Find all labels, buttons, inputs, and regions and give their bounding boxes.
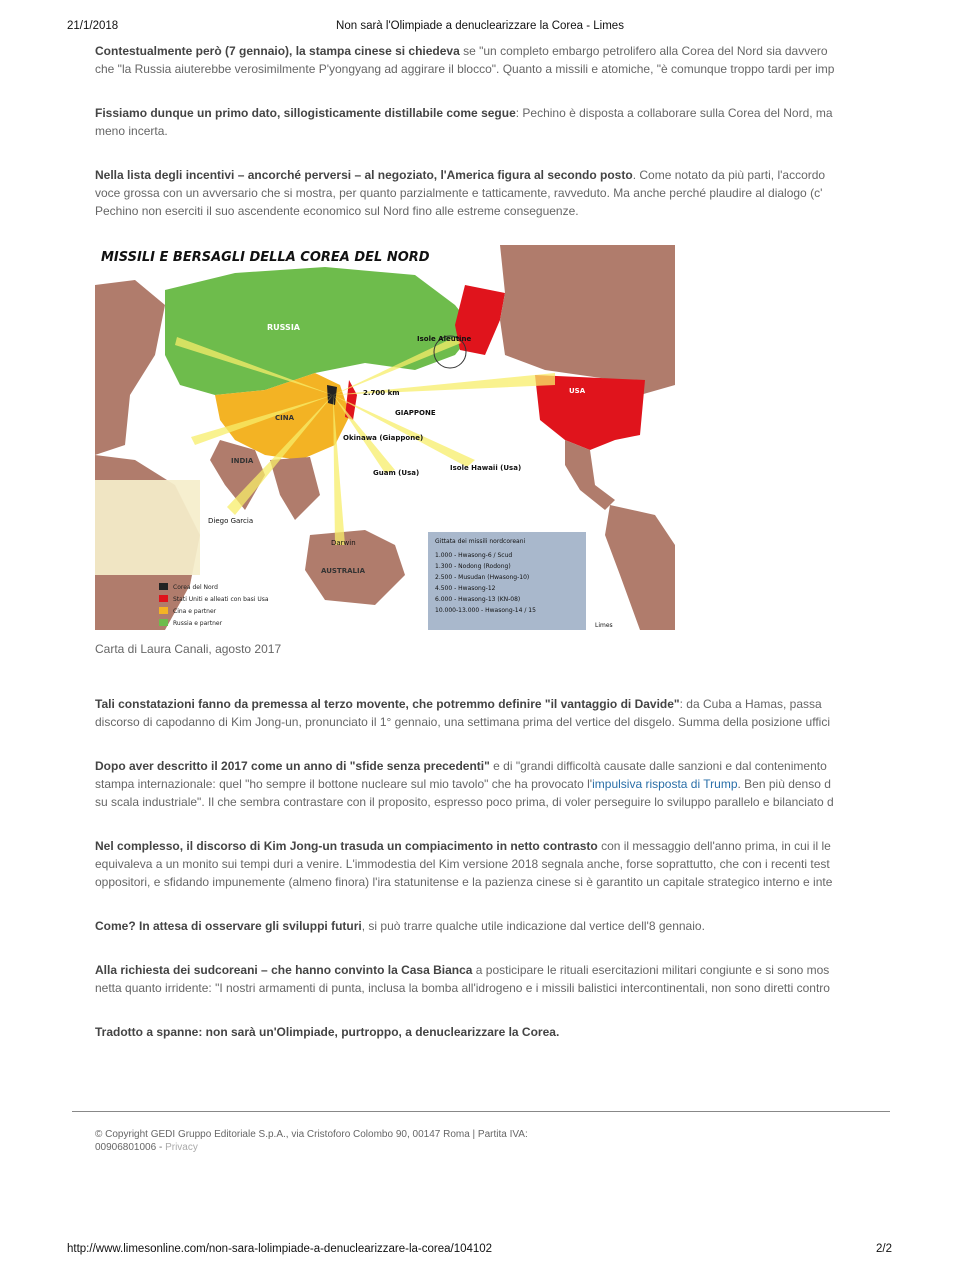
trump-response-link[interactable]: impulsiva risposta di Trump	[592, 777, 738, 791]
paragraph	[95, 695, 891, 731]
paragraph	[95, 837, 891, 891]
bold-lead: Come? In attesa di osservare gli sviluppi futuri	[95, 919, 362, 933]
range-box	[428, 532, 586, 630]
label-australia: AUSTRALIA	[321, 567, 365, 575]
site-footer	[95, 1128, 575, 1154]
paragraph	[95, 917, 891, 935]
paragraph	[95, 961, 891, 997]
label-usa: USA	[569, 387, 586, 395]
text-run: se "un completo embargo petrolifero alla Corea del Nord sia davvero	[459, 44, 828, 58]
label-india: INDIA	[231, 457, 254, 465]
text-run: con il messaggio dell'anno prima, in cui il le	[597, 839, 831, 853]
label-diego-garcia: Diego Garcia	[208, 517, 254, 525]
legend-swatch	[159, 607, 168, 614]
range-item: 4.500 - Hwasong-12	[435, 585, 496, 592]
figure-caption: Carta di Laura Canali, agosto 2017	[95, 642, 282, 656]
label-okinawa: Okinawa (Giappone)	[343, 434, 424, 442]
article-lower	[95, 695, 891, 1067]
range-item: 1.000 - Hwasong-6 / Scud	[435, 552, 513, 559]
footer-divider	[72, 1111, 890, 1112]
range-item: 10.000-13.000 - Hwasong-14 / 15	[435, 607, 536, 614]
text-line: meno incerta.	[95, 124, 168, 138]
text-run: , si può trarre qualche utile indicazione dal vertice dell'8 gennaio.	[361, 919, 705, 933]
paragraph	[95, 104, 891, 140]
legend-swatch	[159, 619, 168, 626]
range-box-bg	[428, 532, 586, 630]
label-guam: Guam (Usa)	[373, 469, 420, 477]
copyright-text: © Copyright GEDI Gruppo Editoriale S.p.A., via Cristoforo Colombo 90, 00147 Roma | Partita IVA:	[95, 1129, 528, 1140]
missile-map	[95, 245, 675, 630]
legend-item: Cina e partner	[173, 608, 217, 615]
privacy-link[interactable]: Privacy	[165, 1142, 198, 1153]
article-upper	[95, 42, 891, 246]
text-run: stampa internazionale: quel "ho sempre il bottone nucleare sul mio tavolo" che ha provocato l'	[95, 777, 593, 791]
text-line: che "la Russia aiuterebbe verosimilmente P'yongyang ad aggirare il blocco". Quanto a missili e atomiche, "è comunque troppo tardi per imp	[95, 62, 835, 76]
print-header	[0, 20, 960, 38]
bold-lead: Fissiamo dunque un primo dato, sillogisticamente distillabile come segue	[95, 106, 516, 120]
text-line: netta quanto irridente: "I nostri armamenti di punta, inclusa la bomba all'idrogeno e i missili balistici intercontinentali, non sono diretti contro	[95, 981, 830, 995]
text-run: : da Cuba a Hamas, passa	[679, 697, 822, 711]
africa-note-box	[95, 480, 200, 575]
text-line: discorso di capodanno di Kim Jong-un, pronunciato il 1° gennaio, una settimana prima del vertice del disgelo. Summa della posizione uffici	[95, 715, 830, 729]
range-box-title: Gittata dei missili nordcoreani	[435, 538, 526, 545]
text-run: . Come notato da più parti, l'accordo	[632, 168, 826, 182]
text-line: Pechino non eserciti il suo ascendente economico sul Nord fino alle estreme conseguenze.	[95, 204, 579, 218]
range-item: 6.000 - Hwasong-13 (KN-08)	[435, 596, 521, 603]
vat-number: 00906801006 -	[95, 1142, 166, 1153]
label-cina: CINA	[275, 414, 295, 422]
text-line: su scala industriale". Il che sembra contrastare con il proposito, espresso poco prima, di voler perseguire lo sviluppo parallelo e bilanciato d	[95, 795, 834, 809]
missile-map-figure	[95, 245, 675, 630]
page-number: 2/2	[876, 1243, 892, 1255]
text-run: e di "grandi difficoltà causate dalle sanzioni e dal contenimento	[489, 759, 827, 773]
text-run: a posticipare le rituali esercitazioni militari congiunte e si sono mos	[472, 963, 830, 977]
label-darwin: Darwin	[331, 539, 356, 547]
paragraph	[95, 757, 891, 811]
bold-lead: Nel complesso, il discorso di Kim Jong-un trasuda un compiacimento in netto contrasto	[95, 839, 598, 853]
print-title: Non sarà l'Olimpiade a denuclearizzare la Corea - Limes	[336, 20, 624, 32]
bold-lead: Contestualmente però (7 gennaio), la stampa cinese si chiedeva	[95, 44, 460, 58]
legend-swatch	[159, 583, 168, 590]
range-item: 1.300 - Nodong (Rodong)	[435, 563, 511, 570]
page-url: http://www.limesonline.com/non-sara-lolimpiade-a-denuclearizzare-la-corea/104102	[67, 1243, 493, 1255]
paragraph	[95, 42, 891, 78]
range-item: 2.500 - Musudan (Hwasong-10)	[435, 574, 530, 581]
label-distance: 2.700 km	[363, 389, 400, 397]
label-russia: RUSSIA	[267, 323, 300, 332]
text-line: equivaleva a un monito sui tempi duri a venire. L'immodestia del Kim versione 2018 segnala anche, forse soprattutto, che con i recenti test	[95, 857, 830, 871]
map-title: MISSILI E BERSAGLI DELLA COREA DEL NORD	[101, 250, 430, 265]
legend-item: Corea del Nord	[173, 584, 218, 591]
legend-item: Stati Uniti e alleati con basi Usa	[173, 596, 269, 603]
text-line: voce grossa con un avversario che si mostra, per quanto parzialmente e tatticamente, ravveduto. Ma anche perché plaudire al dialogo (c'	[95, 186, 823, 200]
label-hawaii: Isole Hawaii (Usa)	[450, 464, 522, 472]
text-run: : Pechino è disposta a collaborare sulla Corea del Nord, ma	[515, 106, 833, 120]
bold-lead: Nella lista degli incentivi – ancorché perversi – al negoziato, l'America figura al secondo posto	[95, 168, 633, 182]
bold-lead: Tali constatazioni fanno da premessa al terzo movente, che potremmo definire "il vantaggio di Davide"	[95, 697, 680, 711]
label-aleutine: Isole Aleutine	[417, 335, 472, 343]
paragraph	[95, 1023, 891, 1041]
label-giappone: GIAPPONE	[395, 409, 436, 417]
bold-lead: Tradotto a spanne: non sarà un'Olimpiade, purtroppo, a denuclearizzare la Corea.	[95, 1025, 560, 1039]
text-run: . Ben più denso d	[737, 777, 831, 791]
label-credit: Limes	[595, 622, 613, 629]
bold-lead: Dopo aver descritto il 2017 come un anno di "sfide senza precedenti"	[95, 759, 490, 773]
legend-swatch	[159, 595, 168, 602]
print-date: 21/1/2018	[67, 20, 119, 32]
bold-lead: Alla richiesta dei sudcoreani – che hanno convinto la Casa Bianca	[95, 963, 473, 977]
paragraph	[95, 166, 891, 220]
legend-item: Russia e partner	[173, 620, 223, 627]
text-line: oppositori, e sfidando impunemente (almeno finora) l'ira statunitense e la pazienza cinese si è garantito un capitale strategico interno e inte	[95, 875, 833, 889]
